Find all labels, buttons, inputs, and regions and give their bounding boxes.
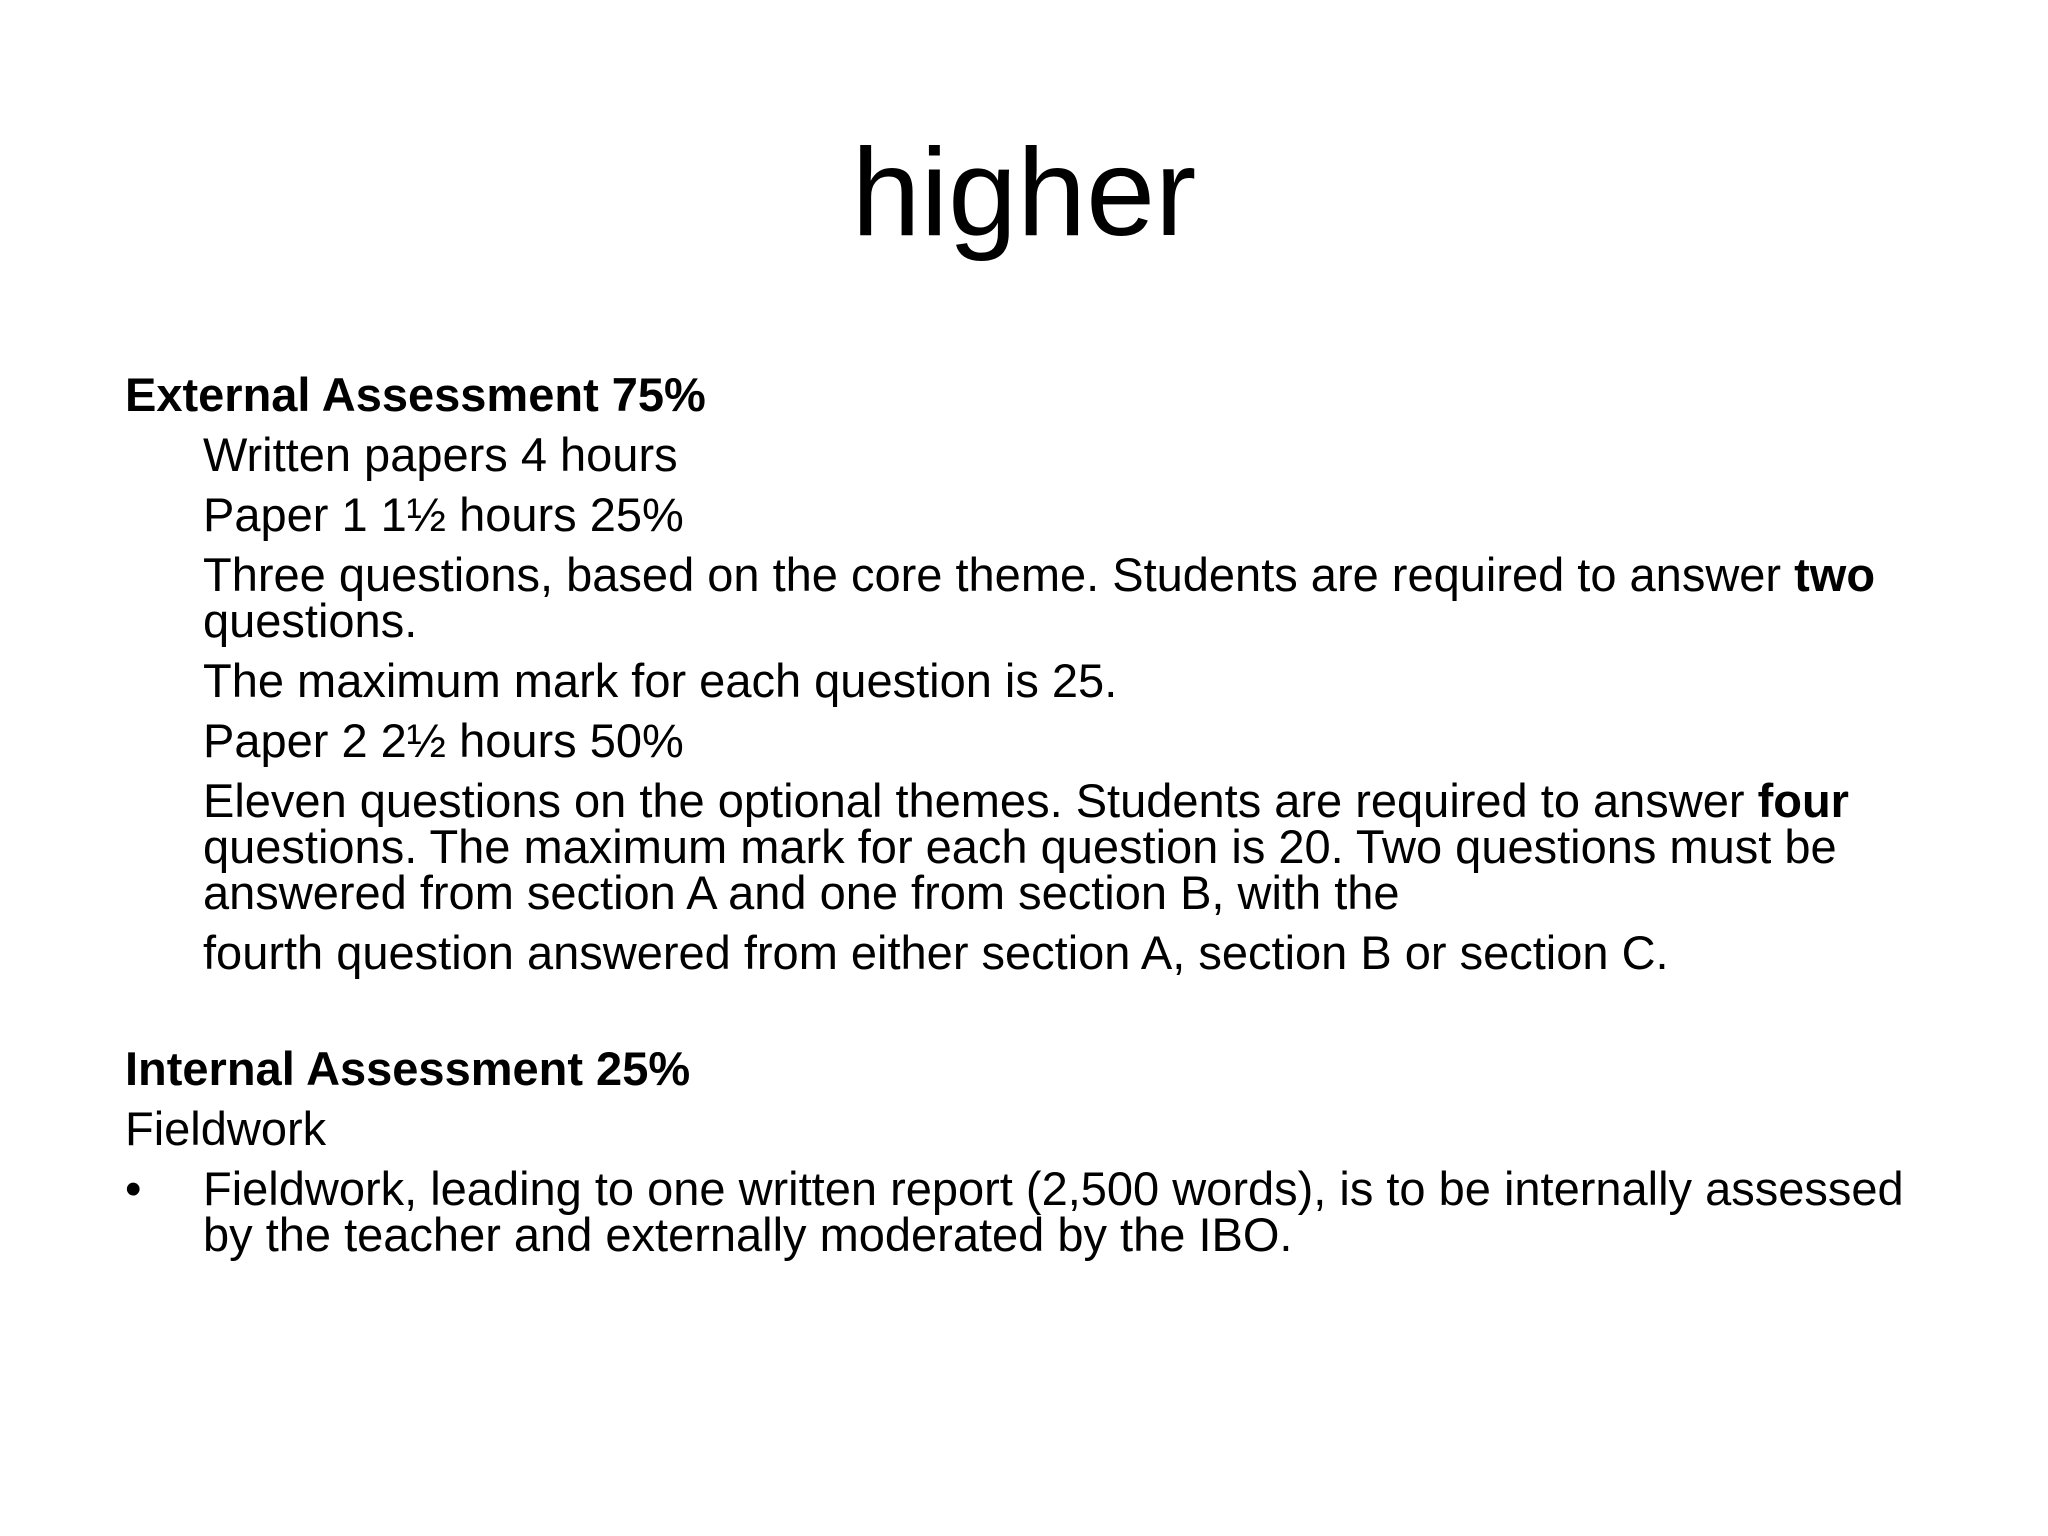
paper1-desc-text: Three questions, based on the core theme. Students are required to answer xyxy=(203,548,1795,601)
paper2-desc-text: Eleven questions on the optional themes. Students are required to answer xyxy=(203,774,1758,827)
external-assessment-heading: External Assessment 75% xyxy=(125,368,706,421)
paper1-line: Paper 1 1½ hours 25% xyxy=(203,488,684,541)
paper2-description-continued: fourth question answered from either section A, section B or section C. xyxy=(203,926,1669,979)
slide-body xyxy=(125,368,1955,1261)
bullet-icon: • xyxy=(125,1162,142,1215)
paper1-max-mark: The maximum mark for each question is 25. xyxy=(203,654,1118,707)
paper2-description xyxy=(203,774,1955,919)
paper2-line: Paper 2 2½ hours 50% xyxy=(203,714,684,767)
section-spacer xyxy=(125,990,1955,1046)
fieldwork-label: Fieldwork xyxy=(125,1102,327,1155)
paper1-description xyxy=(203,548,1955,647)
fieldwork-bullet-text: Fieldwork, leading to one written report (2,500 words), is to be internally assessed by the teacher and externally moderated by the IBO. xyxy=(203,1162,1904,1261)
slide-title: higher xyxy=(851,124,1197,262)
written-papers-line: Written papers 4 hours xyxy=(203,428,678,481)
paper1-desc-emphasis: two xyxy=(1794,548,1876,601)
fieldwork-bullet-item xyxy=(125,1162,1955,1261)
internal-assessment-heading: Internal Assessment 25% xyxy=(125,1042,691,1095)
paper2-desc-text-end: questions. The maximum mark for each question is 20. Two questions must be answered from section A and one from section B, with the xyxy=(203,820,1837,919)
paper2-desc-emphasis: four xyxy=(1757,774,1849,827)
paper1-desc-text-end: questions. xyxy=(203,594,418,647)
